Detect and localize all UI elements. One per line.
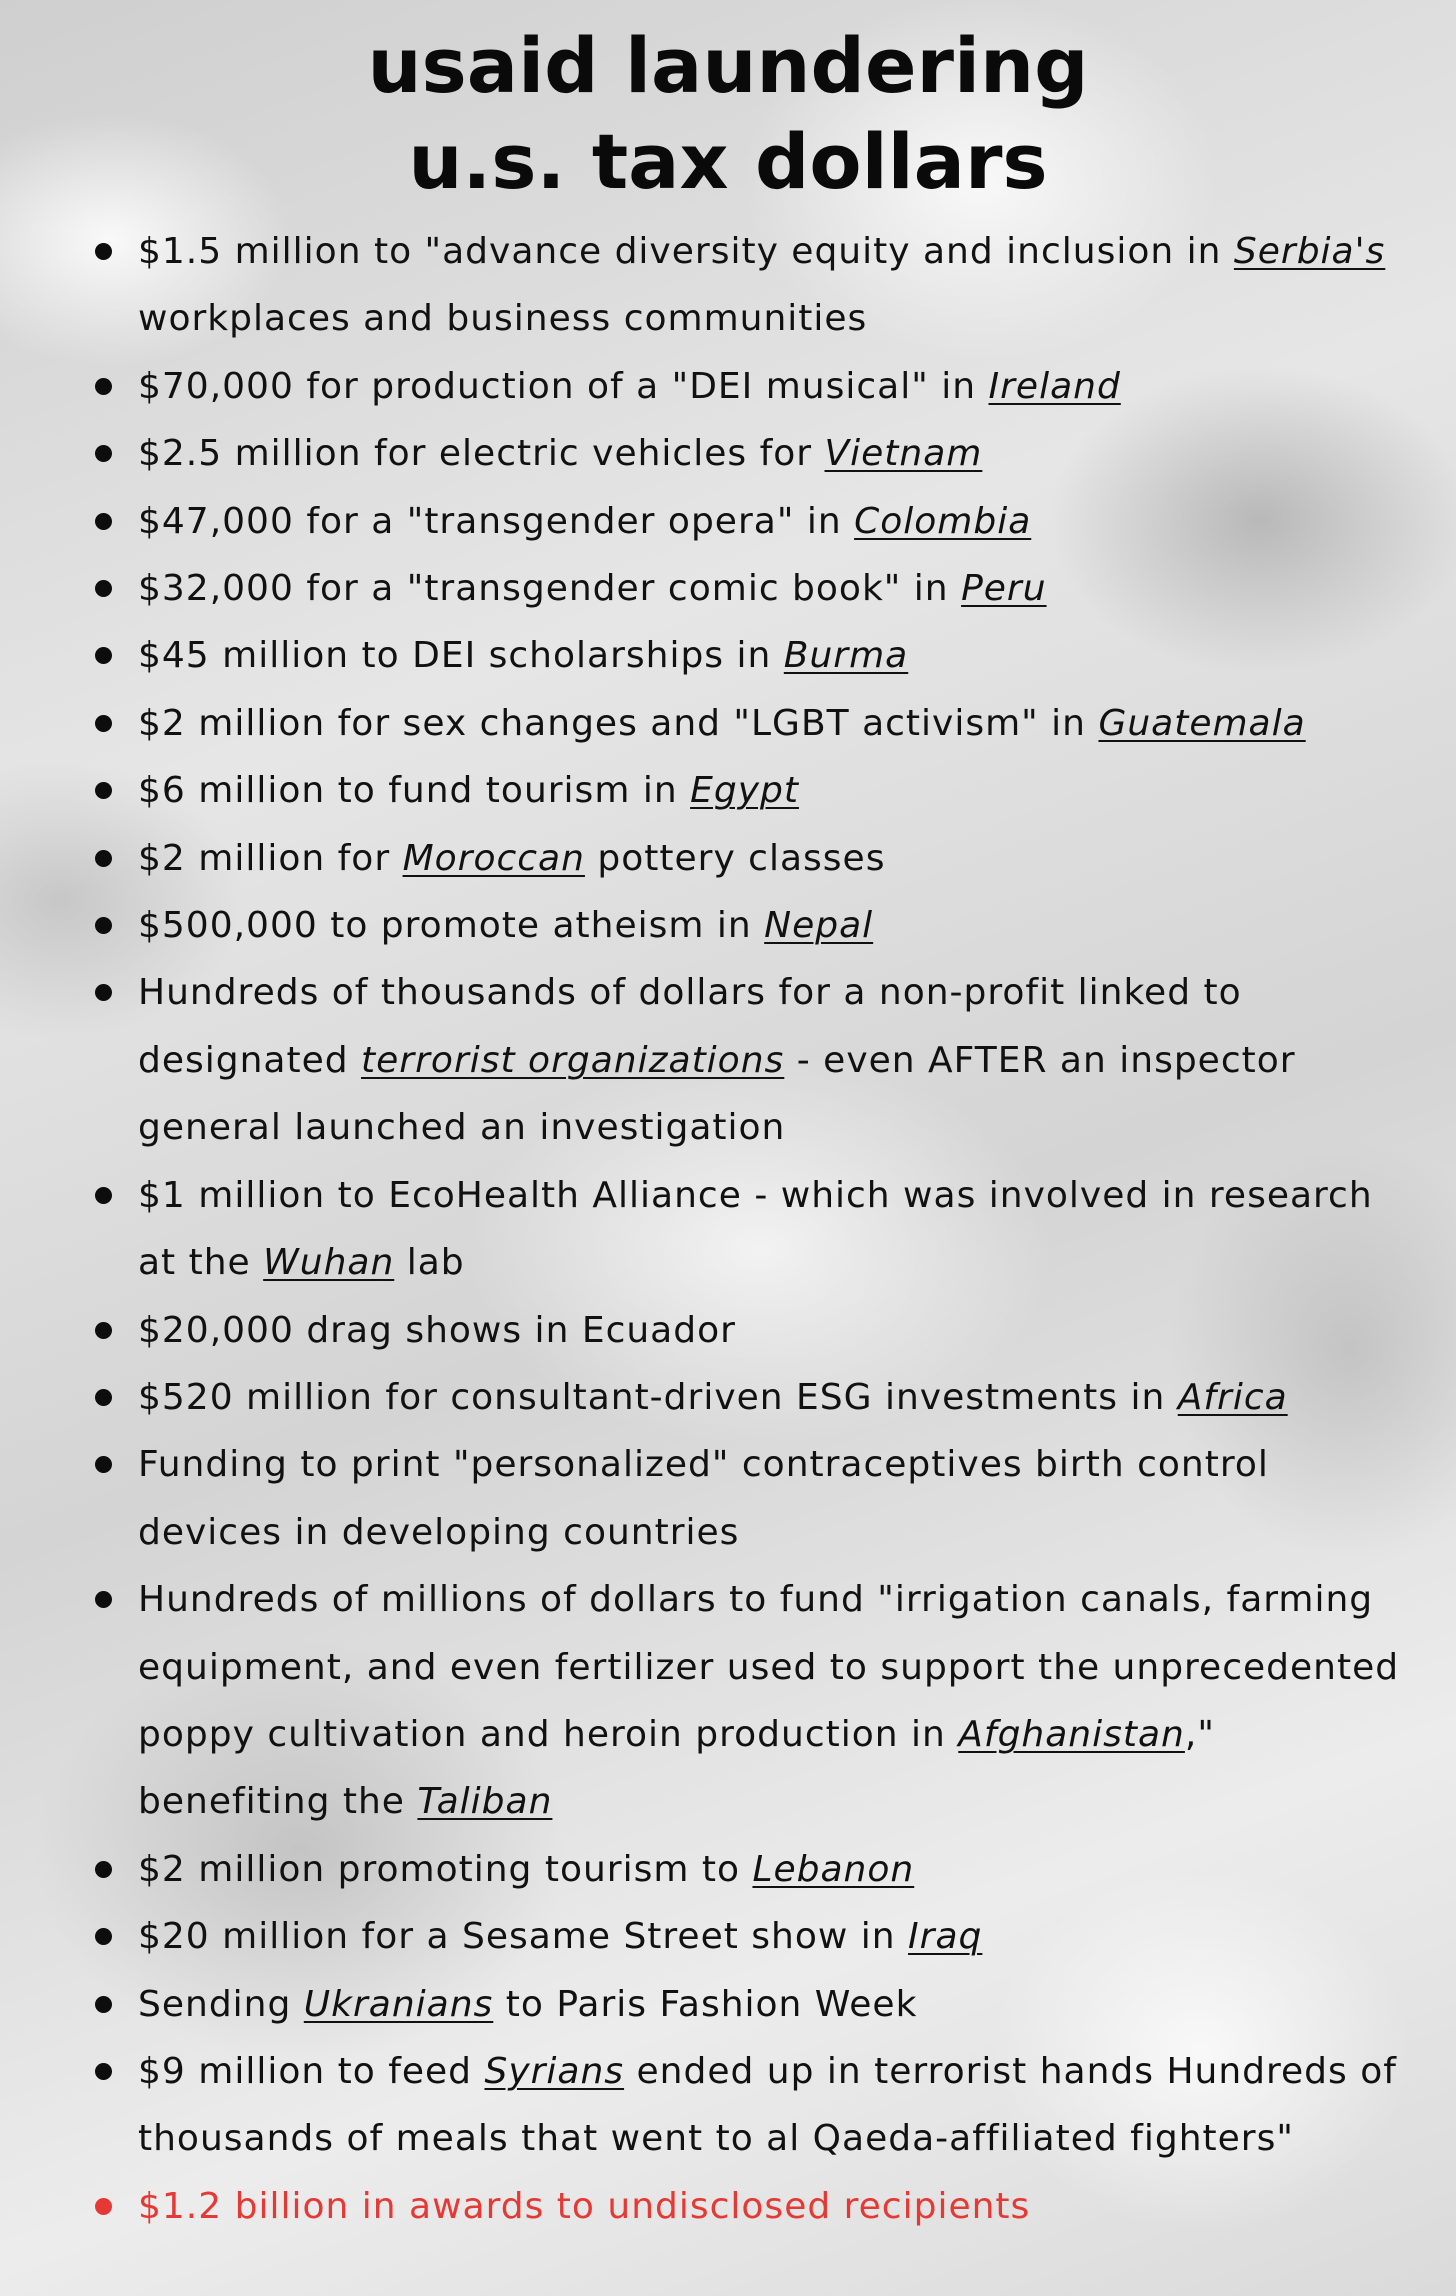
bullet-icon [95, 984, 112, 1001]
bullet-icon [95, 1389, 112, 1406]
country-link[interactable]: Lebanon [752, 1848, 915, 1890]
list-item [0, 555, 1456, 622]
item-text: $1.2 billion in awards to undisclosed recipients [138, 2185, 1031, 2227]
country-link[interactable]: Vietnam [824, 433, 983, 475]
list-item [0, 1297, 1456, 1364]
item-text: to Paris Fashion Week [493, 1983, 918, 2025]
country-link[interactable]: Nepal [764, 905, 874, 947]
item-text: ," benefiting the [138, 1713, 1215, 1823]
list-item [0, 488, 1456, 555]
item-text: $500,000 to promote atheism in [138, 905, 765, 947]
list-item [0, 825, 1456, 892]
item-text: Sending [138, 1983, 304, 2025]
item-text: $2 million for [138, 837, 403, 879]
bullet-icon [95, 2198, 112, 2215]
list-item [0, 2038, 1456, 2173]
list-item [0, 757, 1456, 824]
nationality-link[interactable]: Syrians [484, 2050, 625, 2092]
item-text: $70,000 for production of a "DEI musical" in [138, 365, 989, 407]
list-item [0, 1431, 1456, 1566]
item-text: lab [394, 1242, 465, 1284]
country-link[interactable]: Burma [783, 635, 909, 677]
country-link[interactable]: Serbia's [1233, 231, 1386, 272]
item-text: $32,000 for a "transgender comic book" in [138, 568, 962, 610]
bullet-icon [95, 513, 112, 530]
bullet-icon [95, 580, 112, 597]
country-link[interactable]: Afghanistan [958, 1713, 1185, 1755]
city-link[interactable]: Wuhan [263, 1242, 395, 1284]
list-item [0, 690, 1456, 757]
country-link[interactable]: Iraq [908, 1916, 983, 1958]
item-text: Hundreds of thousands of dollars for a non-profit linked to designated [138, 972, 1242, 1081]
topic-link[interactable]: terrorist organizations [361, 1039, 785, 1081]
item-text: pottery classes [584, 837, 886, 879]
item-text: ended up in terrorist hands Hundreds of thousands of meals that went to al Qaeda-affiliated fighters" [138, 2050, 1397, 2160]
item-text: $47,000 for a "transgender opera" in [138, 500, 855, 542]
bullet-icon [95, 1996, 112, 2013]
list-item [0, 1903, 1456, 1970]
spending-list [0, 218, 1456, 2240]
list-item [0, 1566, 1456, 1836]
item-text: workplaces and business communities [138, 298, 868, 340]
item-text: $2.5 million for electric vehicles for [138, 433, 825, 475]
item-text: $2 million for sex changes and "LGBT activism" in [138, 702, 1099, 744]
bullet-icon [95, 1187, 112, 1204]
bullet-icon [95, 647, 112, 664]
item-text: Hundreds of millions of dollars to fund "irrigation canals, farming equipment, and even fertilizer used to support the unprecedented poppy cultivation and heroin production in [138, 1579, 1400, 1755]
nationality-link[interactable]: Ukranians [303, 1983, 494, 2025]
bullet-icon [95, 445, 112, 462]
item-text: $520 million for consultant-driven ESG investments in [138, 1376, 1178, 1418]
item-text: $20 million for a Sesame Street show in [138, 1916, 909, 1958]
country-link[interactable]: Moroccan [402, 837, 585, 879]
item-text: $1.5 million to "advance diversity equity and inclusion in [138, 231, 1234, 272]
bullet-icon [95, 2063, 112, 2080]
list-item [0, 1971, 1456, 2038]
country-link[interactable]: Egypt [690, 770, 799, 812]
bullet-icon [95, 243, 112, 260]
bullet-icon [95, 1861, 112, 1878]
list-item [0, 1836, 1456, 1903]
bullet-icon [95, 917, 112, 934]
list-item [0, 892, 1456, 959]
country-link[interactable]: Peru [961, 568, 1047, 610]
item-text: $2 million promoting tourism to [138, 1848, 753, 1890]
list-item [0, 622, 1456, 689]
country-link[interactable]: Guatemala [1098, 702, 1306, 744]
country-link[interactable]: Colombia [854, 500, 1032, 542]
item-text: Funding to print "personalized" contraceptives birth control devices in developing countries [138, 1444, 1269, 1553]
item-text: $45 million to DEI scholarships in [138, 635, 784, 677]
bullet-icon [95, 850, 112, 867]
list-item [0, 1162, 1456, 1297]
page-title [0, 18, 1456, 210]
item-text: $1 million to EcoHealth Alliance - which was involved in research at the [138, 1174, 1373, 1284]
bullet-icon [95, 378, 112, 395]
country-link[interactable]: Ireland [988, 365, 1121, 407]
title-line-1: usaid laundering [367, 21, 1089, 110]
bullet-icon [95, 782, 112, 799]
bullet-icon [95, 1928, 112, 1945]
bullet-icon [95, 1591, 112, 1608]
list-item [0, 1364, 1456, 1431]
list-item [0, 959, 1456, 1161]
list-item [0, 420, 1456, 487]
item-text: $9 million to feed [138, 2050, 485, 2092]
list-item [0, 218, 1456, 353]
bullet-icon [95, 1322, 112, 1339]
item-text: $6 million to fund tourism in [138, 770, 691, 812]
country-link[interactable]: Africa [1177, 1376, 1288, 1418]
list-item [0, 353, 1456, 420]
group-link[interactable]: Taliban [417, 1781, 553, 1823]
item-text: $20,000 drag shows in Ecuador [138, 1309, 736, 1351]
highlighted-list-item [0, 2173, 1456, 2240]
item-text: - even AFTER an inspector general launched an investigation [138, 1039, 1296, 1149]
title-line-2: u.s. tax dollars [408, 117, 1048, 206]
bullet-icon [95, 1456, 112, 1473]
bullet-icon [95, 715, 112, 732]
